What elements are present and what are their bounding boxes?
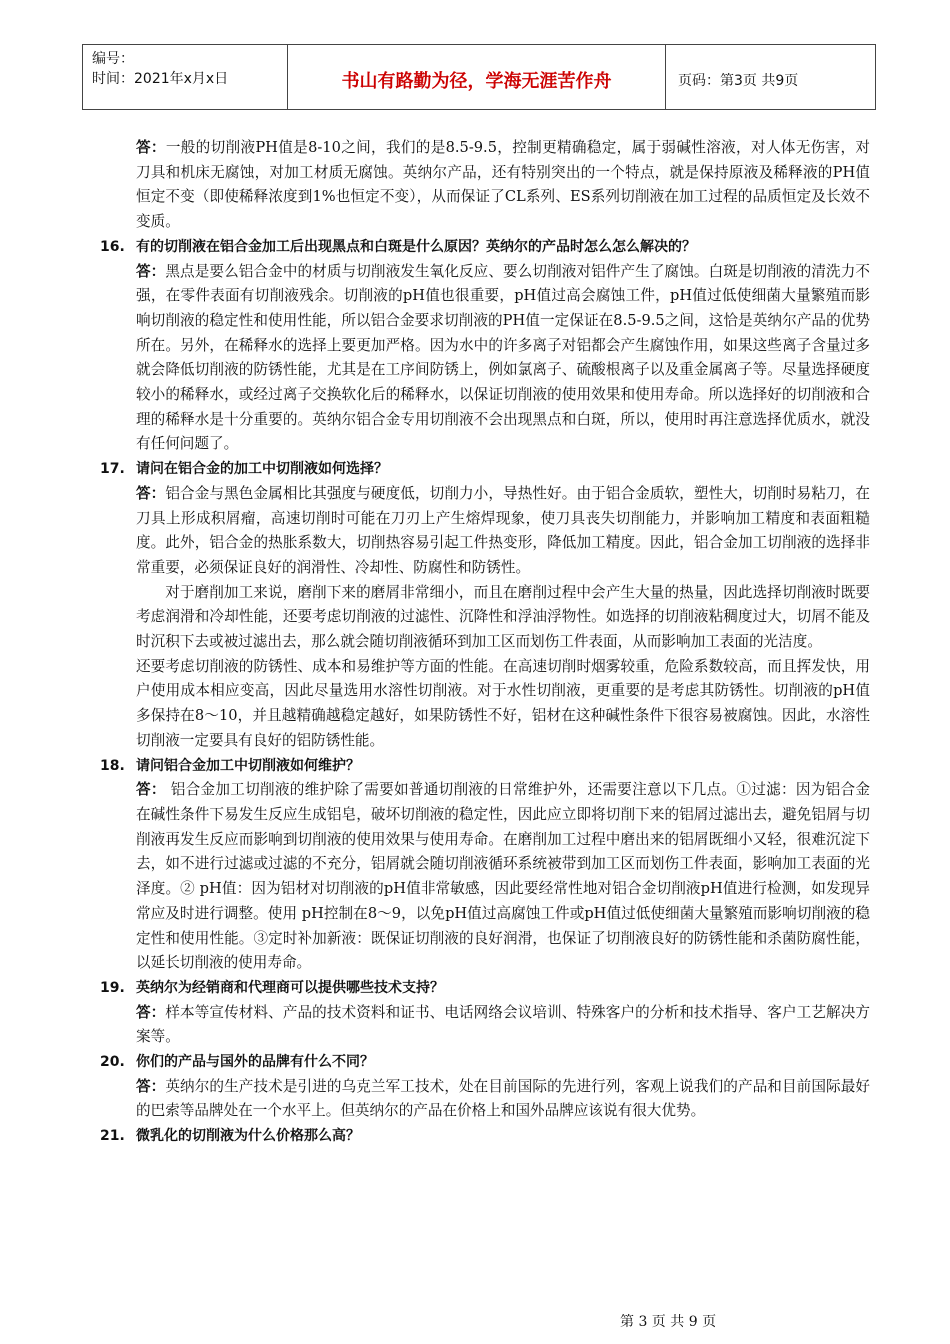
answer-text: 样本等宣传材料、产品的技术资料和证书、电话网络会议培训、特殊客户的分析和技术指导、客户工艺解决方案等。 bbox=[136, 1003, 870, 1046]
answer-label: 答： bbox=[136, 139, 166, 156]
answer-text: 英纳尔的生产技术是引进的乌克兰军工技术，处在目前国际的先进行列，客观上说我们的产品和目前国际最好的巴索等品牌处在一个水平上。但英纳尔的产品在价格上和国外品牌应该说有很大优势。 bbox=[136, 1077, 870, 1120]
answer-label: 答： bbox=[136, 1077, 166, 1095]
answer-text: 铝合金加工切削液的维护除了需要如普通切削液的日常维护外，还需要注意以下几点。①过滤：因为铝合金在碱性条件下易发生反应生成铝皂，破坏切削液的稳定性，因此应立即将切削下来的铝屑过滤出去，避免铝屑与切削液再发生反应而影响到切削液的使用效果与使用寿命。在磨削加工过程中磨出来的铝屑既细小又轻，很难沉淀下去，如不进行过滤或过滤的不充分，铝屑就会随切削液循环系统被带到加工区而划伤工件表面，影响加工表面的光泽度。② pH值：因为铝材对切削液的pH值非常敏感，因此要经常性地对铝合金切削液pH值进行检测，如发现异常应及时进行调整。使用 pH控制在8～9，以免pH值过高腐蚀工件或pH值过低使细菌大量繁殖而影响切削液的稳定性和使用性能。③定时补加新液：既保证切削液的良好润滑，也保证了切削液良好的防锈性能和杀菌防腐性能，以延长切削液的使用寿命。 bbox=[136, 781, 870, 972]
header-meta bbox=[83, 45, 288, 109]
question-heading bbox=[100, 976, 870, 1001]
document-time-label: 时间：2021年x月x日 bbox=[92, 71, 229, 87]
question-text: 英纳尔为经销商和代理商可以提供哪些技术支持？ bbox=[136, 979, 444, 996]
answer-label: 答： bbox=[136, 781, 166, 799]
header-page-number: 页码：第3页 共9页 bbox=[678, 73, 799, 89]
answer-text: 一般的切削液PH值是8-10之间，我们的是8.5-9.5，控制更精确稳定，属于弱碱性溶液，对人体无伤害，对刀具和机床无腐蚀，对加工材质无腐蚀。英纳尔产品，还有特别突出的一个特点，就是保持原液及稀释液的PH值恒定不变（即使稀释浓度到1%也恒定不变），从而保证了CL系列、ES系列切削液在加工过程的品质恒定及长效不变质。 bbox=[136, 139, 870, 231]
question-text: 请问在铝合金的加工中切削液如何选择？ bbox=[136, 461, 388, 478]
answer-paragraph bbox=[100, 260, 870, 458]
body-paragraph: 对于磨削加工来说，磨削下来的磨屑非常细小，而且在磨削过程中会产生大量的热量，因此选择切削液时既要考虑润滑和冷却性能，还要考虑切削液的过滤性、沉降性和浮油浮物性。如选择的切削液粘稠度过大，切屑不能及时沉积下去或被过滤出去，那么就会随切削液循环到加工区而划伤工件表面，从而影响加工表面的光洁度。 bbox=[136, 583, 870, 651]
question-number: 16. bbox=[100, 238, 125, 255]
answer-paragraph bbox=[100, 1001, 870, 1050]
question-text: 微乳化的切削液为什么价格那么高？ bbox=[136, 1128, 360, 1145]
answer-text: 铝合金与黑色金属相比其强度与硬度低，切削力小，导热性好。由于铝合金质软，塑性大，切削时易粘刀，在刀具上形成积屑瘤，高速切削时可能在刀刃上产生熔焊现象，使刀具丧失切削能力，并影响加工精度和表面粗糙度。此外，铝合金的热胀系数大，切削热容易引起工件热变形，降低加工精度。因此，铝合金加工切削液的选择非常重要，必须保证良好的润滑性、冷却性、防腐性和防锈性。 bbox=[136, 484, 870, 576]
answer-label: 答： bbox=[136, 484, 166, 502]
header-slogan: 书山有路勤为径，学海无涯苦作舟 bbox=[288, 45, 666, 109]
answer-label: 答： bbox=[136, 262, 166, 280]
question-number: 19. bbox=[100, 979, 125, 996]
question-number: 20. bbox=[100, 1054, 125, 1071]
question-text: 你们的产品与国外的品牌有什么不同？ bbox=[136, 1054, 374, 1071]
question-heading bbox=[100, 754, 870, 779]
answer-paragraph bbox=[100, 1075, 870, 1124]
answer-paragraph bbox=[100, 778, 870, 976]
answer-paragraph bbox=[100, 482, 870, 581]
question-heading bbox=[100, 1050, 870, 1075]
question-text: 请问铝合金加工中切削液如何维护？ bbox=[136, 757, 360, 774]
page-footer: 第 3 页 共 9 页 bbox=[620, 1314, 717, 1330]
question-number: 17. bbox=[100, 461, 125, 478]
body-paragraph: 还要考虑切削液的防锈性、成本和易维护等方面的性能。在高速切削时烟雾较重，危险系数较高，而且挥发快，用户使用成本相应变高，因此尽量选用水溶性切削液。对于水性切削液，更重要的是考虑其防锈性。切削液的pH值多保持在8～10，并且越精确越稳定越好，如果防锈性不好，铝材在这种碱性条件下很容易被腐蚀。因此，水溶性切削液一定要具有良好的铝防锈性能。 bbox=[136, 657, 870, 749]
question-number: 18. bbox=[100, 757, 125, 774]
document-body bbox=[100, 136, 870, 1149]
answer-text: 黑点是要么铝合金中的材质与切削液发生氧化反应、要么切削液对铝件产生了腐蚀。白斑是切削液的清洗力不强，在零件表面有切削液残余。切削液的pH值也很重要，pH值过高会腐蚀工件，pH值过低使细菌大量繁殖而影响切削液的稳定性和使用性能，所以铝合金要求切削液的PH值一定保证在8.5-9.5之间，这恰是英纳尔产品的优势所在。另外，在稀释水的选择上要更加严格。因为水中的许多离子对铝都会产生腐蚀作用，如果这些离子含量过多就会降低切削液的防锈性能，尤其是在工序间防锈上，例如氯离子、硫酸根离子以及重金属离子等。尽量选择硬度较小的稀释水，或经过离子交换软化后的稀释水，以保证切削液的使用效果和使用寿命。所以选择好的切削液和合理的稀释水是十分重要的。英纳尔铝合金专用切削液不会出现黑点和白斑，所以，使用时再注意选择优质水，就没有任何问题了。 bbox=[136, 262, 870, 453]
question-heading bbox=[100, 457, 870, 482]
page-header bbox=[82, 44, 876, 110]
question-text: 有的切削液在铝合金加工后出现黑点和白斑是什么原因？英纳尔的产品时怎么怎么解决的？ bbox=[136, 238, 696, 255]
answer-paragraph bbox=[100, 136, 870, 235]
question-heading bbox=[100, 235, 870, 260]
document-number-label: 编号： bbox=[92, 51, 134, 67]
question-heading bbox=[100, 1124, 870, 1149]
answer-label: 答： bbox=[136, 1003, 166, 1021]
question-number: 21. bbox=[100, 1128, 125, 1145]
